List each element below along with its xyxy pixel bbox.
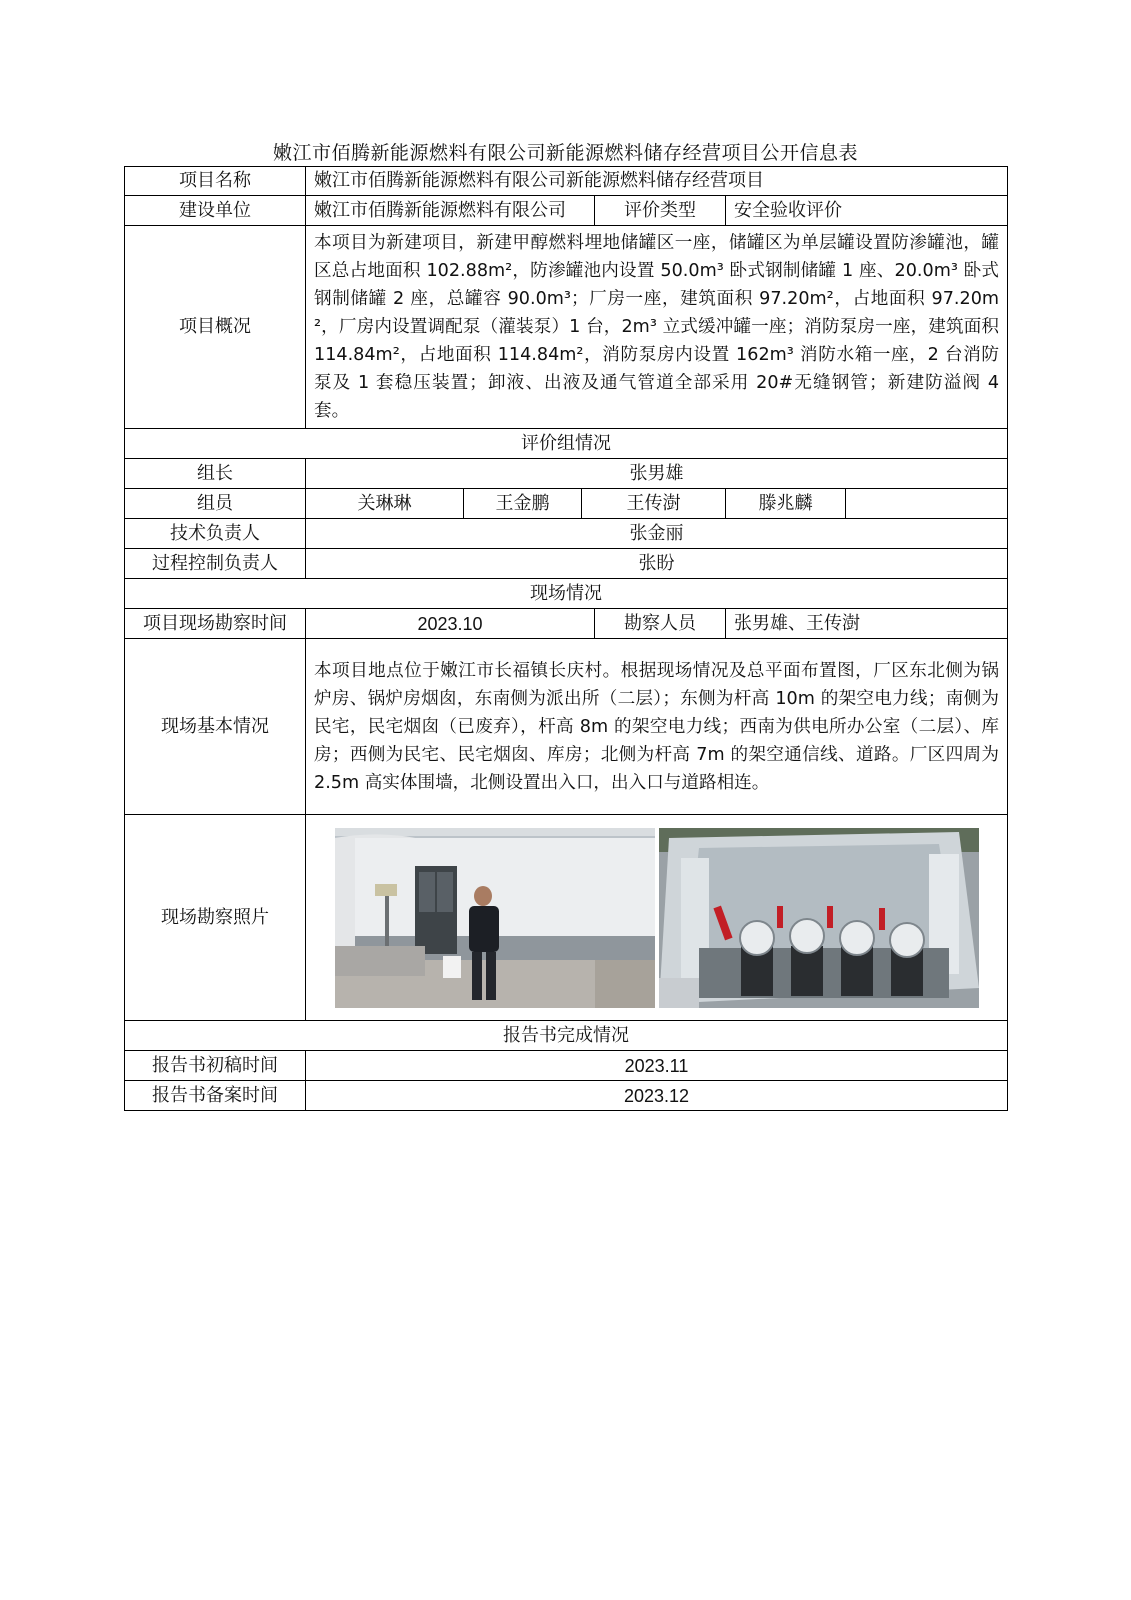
member-2: 王金鹏 xyxy=(464,489,582,519)
filing-time-label: 报告书备案时间 xyxy=(125,1081,306,1111)
survey-time-label: 项目现场勘察时间 xyxy=(125,609,306,639)
member-5 xyxy=(846,489,1008,519)
site-basic-label: 现场基本情况 xyxy=(125,639,306,815)
leader-label: 组长 xyxy=(125,459,306,489)
draft-time-value: 2023.11 xyxy=(306,1051,1008,1081)
report-heading: 报告书完成情况 xyxy=(125,1021,1008,1051)
project-name-value: 嫩江市佰腾新能源燃料有限公司新能源燃料储存经营项目 xyxy=(306,167,1008,196)
project-name-label: 项目名称 xyxy=(125,167,306,196)
tech-lead-value: 张金丽 xyxy=(306,519,1008,549)
info-table xyxy=(124,166,1008,1111)
document-title: 嫩江市佰腾新能源燃料有限公司新能源燃料储存经营项目公开信息表 xyxy=(272,142,858,164)
site-photo-valve-box xyxy=(659,828,979,1008)
construction-unit-label: 建设单位 xyxy=(125,196,306,226)
survey-staff-value: 张男雄、王传澍 xyxy=(726,609,1008,639)
construction-unit-value: 嫩江市佰腾新能源燃料有限公司 xyxy=(306,196,595,226)
evaluation-type-value: 安全验收评价 xyxy=(726,196,1008,226)
evaluation-type-label: 评价类型 xyxy=(595,196,726,226)
member-1: 关琳琳 xyxy=(306,489,464,519)
site-heading: 现场情况 xyxy=(125,579,1008,609)
process-lead-label: 过程控制负责人 xyxy=(125,549,306,579)
tech-lead-label: 技术负责人 xyxy=(125,519,306,549)
draft-time-label: 报告书初稿时间 xyxy=(125,1051,306,1081)
team-heading: 评价组情况 xyxy=(125,429,1008,459)
member-3: 王传澍 xyxy=(582,489,726,519)
leader-value: 张男雄 xyxy=(306,459,1008,489)
filing-time-value: 2023.12 xyxy=(306,1081,1008,1111)
member-4: 滕兆麟 xyxy=(726,489,846,519)
site-photos xyxy=(306,816,1007,1020)
site-photos-label: 现场勘察照片 xyxy=(125,815,306,1021)
survey-time-value: 2023.10 xyxy=(306,609,595,639)
overview-text: 本项目为新建项目，新建甲醇燃料埋地储罐区一座，储罐区为单层罐设置防渗罐池，罐区总占地面积 102.88m²，防渗罐池内设置 50.0m³ 卧式钢制储罐 1 座、20.0m³ 卧式钢制储罐 2 座，总罐容 90.0m³；厂房一座，建筑面积 97.20m²，占地面积 97.20m²，厂房内设置调配泵（灌装泵）1 台，2m³ 立式缓冲罐一座；消防泵房一座，建筑面积 114.84m²，占地面积 114.84m²，消防泵房内设置 162m³ 消防水箱一座，2 台消防泵及 1 套稳压装置；卸液、出液及通气管道全部采用 20#无缝钢管；新建防溢阀 4 套。 xyxy=(306,226,1008,429)
site-photo-building xyxy=(335,828,655,1008)
site-basic-text: 本项目地点位于嫩江市长福镇长庆村。根据现场情况及总平面布置图，厂区东北侧为锅炉房、锅炉房烟囱，东南侧为派出所（二层）；东侧为杆高 10m 的架空电力线；南侧为民宅，民宅烟囱（已废弃），杆高 8m 的架空电力线；西南为供电所办公室（二层）、库房；西侧为民宅、民宅烟囱、库房；北侧为杆高 7m 的架空通信线、道路。厂区四周为 2.5m 高实体围墙，北侧设置出入口，出入口与道路相连。 xyxy=(306,639,1008,815)
overview-label: 项目概况 xyxy=(125,226,306,429)
members-label: 组员 xyxy=(125,489,306,519)
process-lead-value: 张盼 xyxy=(306,549,1008,579)
survey-staff-label: 勘察人员 xyxy=(595,609,726,639)
